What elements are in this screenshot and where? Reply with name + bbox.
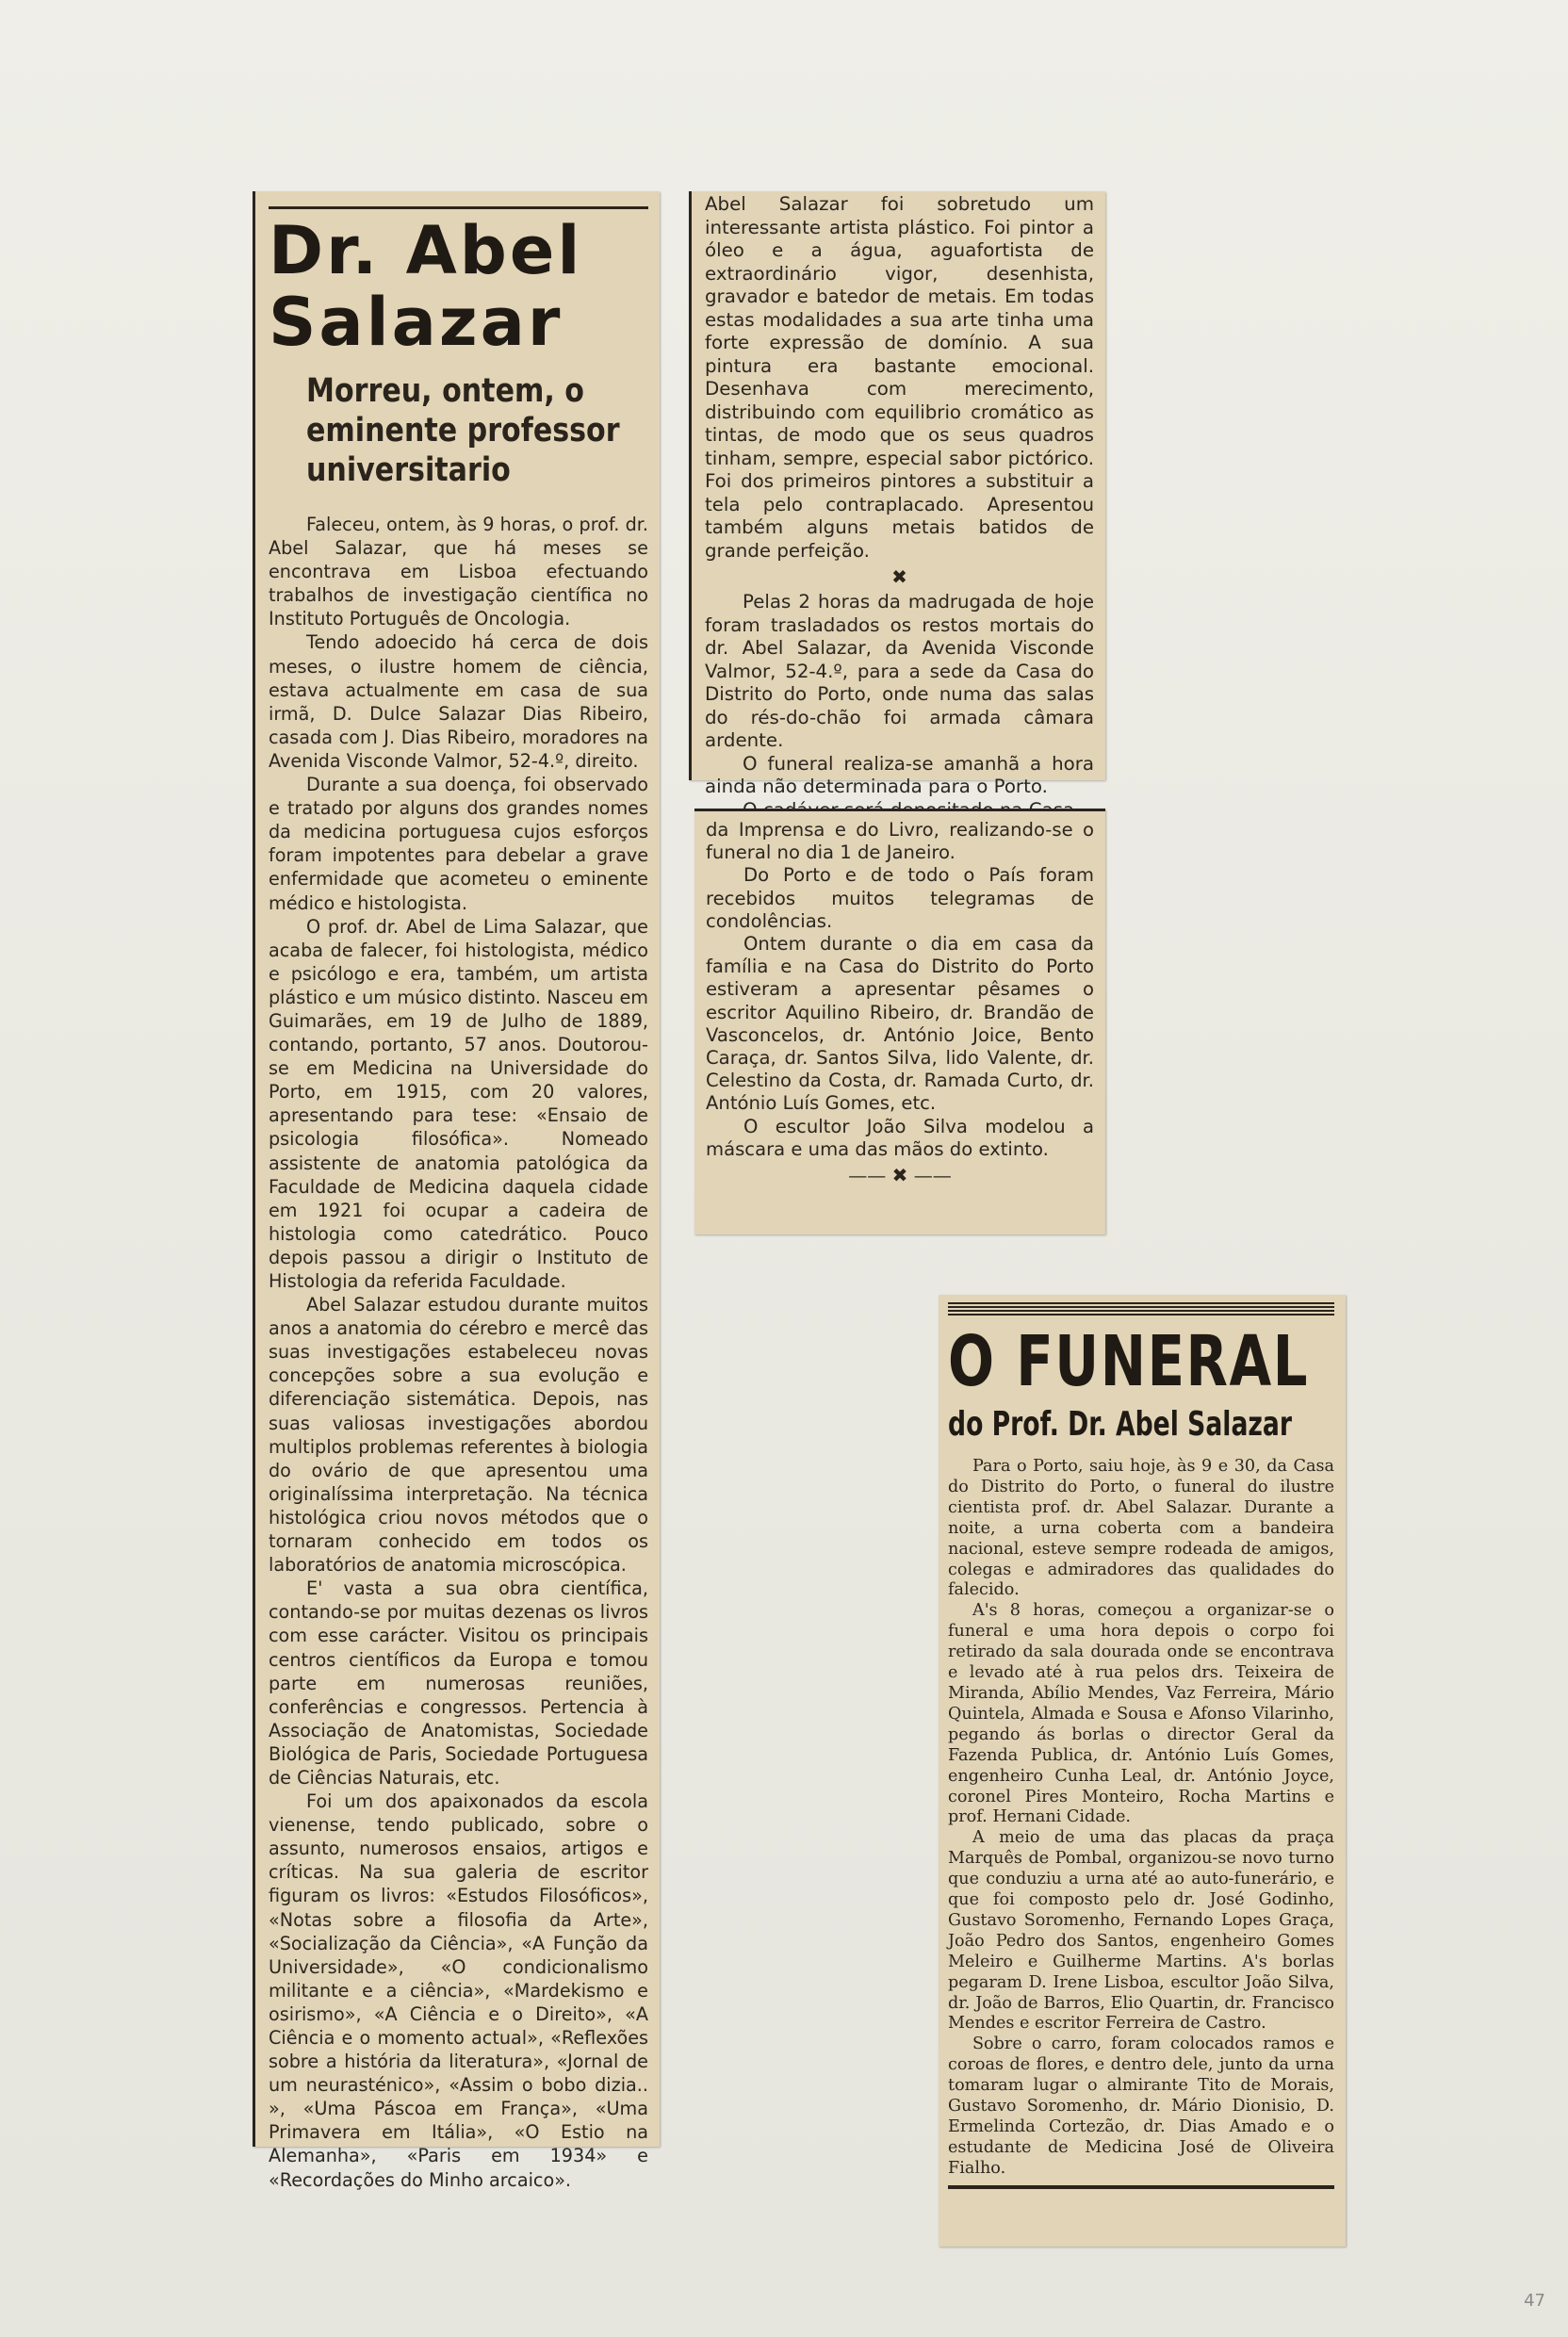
subheadline: do Prof. Dr. Abel Salazar xyxy=(948,1405,1293,1444)
paragraph: Faleceu, ontem, às 9 horas, o prof. dr. Abel Salazar, que há meses se encontrava em Lisboa efectuando trabalhos de investigação científica no Instituto Português de Oncologia. xyxy=(269,514,648,630)
paragraph: A's 8 horas, começou a organizar-se o funeral e uma hora depois o corpo foi retirado da sala dourada onde se encontrava e levado até à rua pelos drs. Teixeira de Miranda, Abílio Mendes, Vaz Ferreira, Mário Quintela, Almada e Sousa e Afonso Vilarinho, pegando ás borlas o director Geral da Fazenda Publica, dr. António Luís Gomes, engenheiro Cunha Leal, dr. António Joyce, coronel Pires Monteiro, Rocha Martins e prof. Hernani Cidade. xyxy=(948,1601,1334,1827)
decorative-rule xyxy=(948,1302,1334,1316)
paragraph: Durante a sua doença, foi observado e tratado por alguns dos grandes nomes da medicina portuguesa cujos esforços foram impotentes para debelar a grave enfermidade que acometeu o eminente médico e histologista. xyxy=(269,774,648,914)
top-rule xyxy=(269,206,648,209)
paragraph: Abel Salazar foi sobretudo um interessante artista plástico. Foi pintor a óleo e a água, aguafortista de extraordinário vigor, desenhista, gravador e batedor de metais. Em todas estas modalidades a sua arte tinha uma forte expressão de domínio. A sua pintura era bastante emocional. Desenhava com merecimento, distribuindo com equilibrio cromático as tintas, de modo que os seus quadros tinham, sempre, especial sabor pictórico. Foi dos primeiros pintores a substituir a tela pelo contraplacado. Apresentou também alguns metais batidos de grande perfeição. xyxy=(705,193,1094,562)
paragraph: Foi um dos apaixonados da escola vienense, tendo publicado, sobre o assunto, numerosos ensaios, artigos e críticas. Na sua galeria de escritor figuram os livros: «Estudos Filosóficos», «Notas sobre a filosofia da Arte», «Socialização da Ciência», «A Função da Universidade», «O condicionalismo militante e a ciência», «Mardekismo e osirismo», «A Ciência e o Direito», «A Ciência e o momento actual», «Reflexões sobre a história da literatura», «Jornal de um neurasténico», «Assim o bobo dizia.. », «Uma Páscoa em França», «Uma Primavera em Itália», «O Estio na Alemanha», «Paris em 1934» e «Recordações do Minho arcaico». xyxy=(269,1790,648,2191)
paragraph: Do Porto e de todo o País foram recebidos muitos telegramas de condolências. xyxy=(706,864,1094,932)
paragraph: Para o Porto, saiu hoje, às 9 e 30, da Casa do Distrito do Porto, o funeral do ilustre cientista prof. dr. Abel Salazar. Durante a noite, a urna coberta com a bandeira nacional, esteve sempre rodeada de amigos, colegas e admiradores das qualidades do falecido. xyxy=(948,1457,1334,1600)
paragraph: Tendo adoecido há cerca de dois meses, o ilustre homem de ciência, estava actualmente em casa de sua irmã, D. Dulce Salazar Dias Ribeiro, casada com J. Dias Ribeiro, moradores na Avenida Visconde Valmor, 52-4.º, direito. xyxy=(269,631,648,772)
separator-ornament: —— ✖ —— xyxy=(848,1164,952,1187)
clipping-continuation-bottom xyxy=(694,809,1105,1234)
paragraph: O prof. dr. Abel de Lima Salazar, que acaba de falecer, foi histologista, médico e psicólogo e era, também, um artista plástico e um músico distinto. Nasceu em Guimarães, em 19 de Julho de 1889, contando, portanto, 57 anos. Doutorou-se em Medicina na Universidade do Porto, em 1915, com 20 valores, apresentando para tese: «Ensaio de psicologia filosófica». Nomeado assistente de anatomia patológica da Faculdade de Medicina daquela cidade em 1921 foi ocupar a cadeira de histologia como catedrático. Pouco depois passou a dirigir o Instituto de Histologia da referida Faculdade. xyxy=(269,915,648,1292)
paragraph: A meio de uma das placas da praça Marquês de Pombal, organizou-se novo turno que conduziu a urna até ao auto-funerário, e que foi composto pelo dr. José Godinho, Gustavo Soromenho, Fernando Lopes Graça, João Pedro dos Santos, engenheiro Gomes Meleiro e Guilherme Martins. A's borlas pegaram D. Irene Lisboa, escultor João Silva, dr. João de Barros, Elio Quartin, dr. Francisco Mendes e escritor Ferreira de Castro. xyxy=(948,1828,1334,2034)
paragraph: O escultor João Silva modelou a máscara e uma das mãos do extinto. xyxy=(706,1115,1094,1160)
bottom-rule xyxy=(948,2185,1334,2189)
paragraph: E' vasta a sua obra científica, contando-se por muitas dezenas os livros com esse carácter. Visitou os principais centros científicos da Europa e tomou parte em numerosas reuniões, conferências e congressos. Pertencia à Associação de Anatomistas, Sociedade Biológica de Paris, Sociedade Portuguesa de Ciências Naturais, etc. xyxy=(269,1577,648,1789)
paragraph: Ontem durante o dia em casa da família e na Casa do Distrito do Porto estiveram a apresentar pêsames o escritor Aquilino Ribeiro, dr. Brandão de Vasconcelos, dr. António Joice, Bento Caraça, dr. Santos Silva, lido Valente, dr. Celestino da Costa, dr. Ramada Curto, dr. António Luís Gomes, etc. xyxy=(706,933,1094,1115)
clipping-funeral xyxy=(939,1295,1346,2247)
clipping-obituary xyxy=(253,191,660,2191)
paragraph: Sobre o carro, foram colocados ramos e coroas de flores, e dentro dele, junto da urna tomaram lugar o almirante Tito de Morais, Gustavo Soromenho, dr. Mário Dionisio, D. Ermelinda Cortezão, dr. Dias Amado e o estudante de Medicina José de Oliveira Fialho. xyxy=(948,2035,1334,2178)
paragraph: Pelas 2 horas da madrugada de hoje foram trasladados os restos mortais do dr. Abel Salazar, da Avenida Visconde Valmor, 52-4.º, para a sede da Casa do Distrito do Porto, onde numa das salas do rés-do-chão foi armada câmara ardente. xyxy=(705,591,1094,751)
subheadline: Morreu, ontem, o eminente professor universitario xyxy=(306,372,620,489)
headline: Dr. Abel Salazar xyxy=(269,212,583,361)
paragraph: Abel Salazar estudou durante muitos anos a anatomia do cérebro e mercê das suas investigações estabeleceu novas concepções sobre a sua evolução e diferenciação sistemática. Depois, nas suas valiosas investigações abordou multiplos problemas referentes à biologia do ovário de que apresentou uma originalíssima interpretação. Na técnica histológica criou novos métodos que o tornaram conhecido em todos os laboratórios de anatomia microscópica. xyxy=(269,1294,648,1577)
separator-ornament: ✖ xyxy=(891,565,907,588)
page-number: 47 xyxy=(1524,2291,1545,2311)
paragraph: O funeral realiza-se amanhã a hora ainda não determinada para o Porto. xyxy=(705,752,1094,797)
paragraph: da Imprensa e do Livro, realizando-se o funeral no dia 1 de Janeiro. xyxy=(706,819,1094,864)
clipping-continuation-top xyxy=(689,191,1105,797)
headline: O FUNERAL xyxy=(948,1321,1310,1402)
